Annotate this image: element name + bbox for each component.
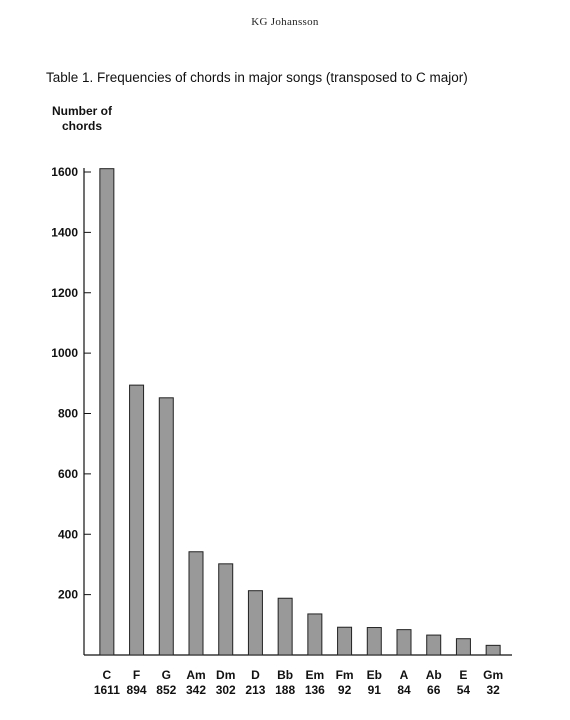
y-tick-label: 600 — [57, 466, 78, 481]
category-label: G — [161, 668, 171, 682]
value-label: 84 — [397, 683, 411, 697]
bar-e — [456, 639, 470, 655]
y-axis-label: Number of chords — [52, 104, 112, 133]
category-label: Em — [305, 668, 325, 682]
value-label: 32 — [486, 683, 500, 697]
bar-a — [397, 630, 411, 655]
bar-d — [248, 591, 262, 655]
value-label: 342 — [185, 683, 207, 697]
chart-caption: Table 1. Frequencies of chords in major songs (transposed to C major) — [46, 70, 468, 85]
category-label: Dm — [216, 668, 236, 682]
category-label: Gm — [483, 668, 504, 682]
bar-em — [308, 614, 322, 655]
value-label: 302 — [215, 683, 236, 697]
category-label: D — [251, 668, 260, 682]
bar-ab — [427, 635, 441, 655]
value-label: 1611 — [93, 683, 120, 697]
category-label: Bb — [277, 668, 294, 682]
bar-g — [159, 398, 173, 655]
bar-dm — [219, 564, 233, 655]
bar-c — [100, 169, 114, 655]
y-tick-label: 1000 — [51, 346, 78, 361]
y-tick-label: 200 — [57, 587, 78, 602]
value-label: 54 — [456, 683, 471, 697]
category-label: Am — [186, 668, 206, 682]
category-label: C — [102, 668, 112, 682]
value-label: 92 — [337, 683, 352, 697]
value-label: 136 — [304, 683, 325, 697]
category-label: A — [399, 668, 409, 682]
y-tick-label: 800 — [57, 406, 78, 421]
bar-am — [189, 552, 203, 655]
value-label: 852 — [156, 683, 177, 697]
bar-gm — [486, 645, 500, 655]
bar-fm — [338, 627, 352, 655]
y-tick-label: 1600 — [51, 165, 78, 179]
value-label: 66 — [427, 683, 441, 697]
value-label: 188 — [275, 683, 296, 697]
bar-eb — [367, 628, 381, 655]
value-label: 213 — [245, 683, 266, 697]
y-tick-label: 1200 — [51, 285, 78, 300]
value-label: 894 — [126, 683, 147, 697]
category-label: F — [132, 668, 141, 682]
y-tick-label: 1400 — [51, 225, 78, 240]
category-label: E — [459, 668, 468, 682]
y-tick-label: 400 — [57, 527, 78, 542]
category-label: Eb — [366, 668, 382, 682]
category-label: Fm — [335, 668, 354, 682]
bar-f — [130, 385, 144, 655]
category-label: Ab — [425, 668, 442, 682]
value-label: 91 — [367, 683, 381, 697]
running-head: KG Johansson — [251, 16, 319, 28]
bar-bb — [278, 598, 292, 655]
